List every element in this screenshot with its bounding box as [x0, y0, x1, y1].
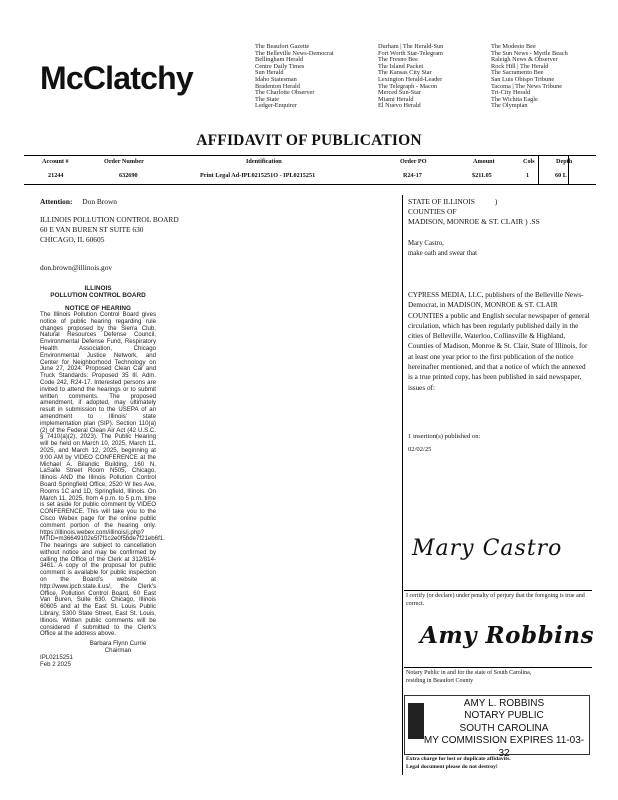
stamp-line: MY COMMISSION EXPIRES 11-03-32 [423, 735, 585, 759]
header-amount: Amount [473, 158, 495, 165]
paper-name: The Sacramento Bee [491, 69, 544, 77]
column-separator [402, 195, 403, 775]
notice-org-line2: POLLUTION CONTROL BOARD [50, 292, 146, 299]
cell-account: 21244 [48, 172, 64, 179]
header-order-number: Order Number [104, 158, 144, 165]
insertions-block [408, 432, 480, 454]
paper-name: The Island Packet [378, 62, 424, 70]
paper-name: Tri-City Herald [491, 89, 531, 97]
stamp-line: NOTARY PUBLIC [464, 710, 544, 722]
notice-date: Feb 2 2025 [40, 660, 71, 668]
paper-name: Fort Worth Star-Telegram [378, 49, 443, 57]
notary-line: Notary Public in and for the state of South Carolina, [406, 670, 532, 676]
paper-name: Ledger-Enquirer [255, 102, 297, 110]
counties-names: MADISON, MONROE & ST. CLAIR ) .SS [408, 217, 540, 227]
affiant-block [408, 239, 477, 259]
paper-name: El Nuevo Herald [378, 102, 421, 110]
paper-name: The Telegraph - Macon [378, 82, 438, 90]
attention-line [40, 197, 117, 207]
paper-name: Sun Herald [255, 69, 284, 77]
paper-name: The Charlotte Observer [255, 89, 315, 97]
paper-name: The Olympian [491, 102, 528, 110]
legal-notice [40, 285, 165, 668]
stamp-line: AMY L. ROBBINS [463, 698, 545, 709]
order-table [24, 155, 596, 185]
publication-statement: CYPRESS MEDIA, LLC, publishers of the Belleville News-Democrat, in MADISON, MONROE & ST. CLAIR COUNTIES a public and English secular newspaper of general circulation, which has been regularly published daily in the cities of Belleville, Waterloo, Collinsville & Highland, Counties of Madison, Monroe & St. Clair, State of Illinois, for at least one year prior to the first publication of the notice hereinafter mentioned, and that a notice of which the annexed is a true printed copy, has been published in said newspaper, issues of: [408, 291, 590, 392]
paper-name: Bellingham Herald [255, 56, 304, 64]
notice-body: The Illinois Pollution Control Board gives notice of public hearing regarding rule changes proposed by the Sierra Club, Natural Resources Defense Council, Environmental Defense Fund, Respiratory Health Association, Chicago Environmental Justice Network, and Center for Neighborhood Technology on June 27, 2024: Proposed Clean Car and Truck Standards: Proposed 35 Ill. Adm. Code 242, R24-17. Interested persons are invited to attend the hearings or to submit written comments. The proposed amendment, if adopted, may ultimately result in submission to the USEPA of an amendment to Illinois' state implementation plan (SIP). Section 110(a)(2) of the Federal Clean Air Act (42 U.S.C. § 7410(a)(2), 2023). The Public Hearing will be held on March 10, 2025, March 11, 2025, and March 12, 2025, beginning at 9:00 AM by VIDEO CONFERENCE at the Michael A. Bilandic Building, 160 N. LaSalle Street Room N505, Chicago, Illinois AND the Illinois Pollution Control Board Springfield Office, 2520 W Iles Ave, Rooms 1C and 1D, Springfield, Illinois. On March 11, 2025, from 4 p.m. to 5 p.m. time is set aside for public comment by VIDEO CONFERENCE. This will take you to the Cisco Webex page for the online public comment portion of the hearing only. https://illinois.webex.com/illinois/j.php?MTID=m36649102e5f7f1c2e0f5bde7f21eb6f1. The hearings are subject to cancellation without notice and may be confirmed by calling the Office of the Clerk at 312/814-3461. A copy of the proposal for public comment is available for public inspection on the Board's website at http://www.ipcb.state.il.us/, the Clerk's Office, Pollution Control Board, 60 East Van Buren, Suite 630, Chicago, Illinois 60605 and at the East St. Louis Public Library, 5300 State Street, East St. Louis, Illinois. Written public comments will be considered if submitted to the Clerk's Office at the address above. [40, 311, 165, 638]
stamp-text [421, 698, 587, 760]
affiant-name: Mary Castro, [408, 240, 444, 247]
state-block [408, 197, 540, 228]
notice-org-line1: ILLINOIS [84, 285, 112, 292]
insertions-date: 02/02/25 [408, 446, 432, 453]
certify-text: I certify (or declare) under penalty of perjury that the foregoing is true and correct. [406, 593, 585, 607]
stamp-line: SOUTH CAROLINA [459, 722, 549, 734]
notice-heading: NOTICE OF HEARING [64, 305, 132, 312]
cell-order-po: R24-17 [403, 172, 422, 179]
header-depth: Depth [556, 158, 573, 165]
table-divider [538, 156, 539, 184]
notice-signer: Barbara Flynn Currie [89, 640, 147, 648]
paper-name: The State [255, 95, 279, 103]
paper-name: Merced Sun-Star [378, 89, 421, 97]
cell-identification: Print Legal Ad-IPL0215251O - IPL0215251 [200, 172, 316, 179]
counties-line: COUNTIES OF [408, 207, 457, 217]
insertions-label: 1 insertion(s) published on: [408, 433, 481, 440]
cell-order-number: 632690 [119, 172, 138, 179]
attention-name: Don Brown [82, 197, 117, 206]
paper-name: The Sun News - Myrtle Beach [491, 49, 568, 57]
oath-text: make oath and swear that [408, 250, 478, 257]
paper-name: Durham | The Herald-Sun [378, 43, 444, 50]
header-cols: Cols [523, 158, 535, 165]
notary-signature: Amy Robbins [420, 622, 595, 649]
header-account: Account # [42, 158, 69, 165]
email-address: don.brown@illinois.gov [40, 263, 113, 272]
affiant-signature: Mary Castro [412, 536, 563, 561]
paper-name: The Modesto Bee [491, 43, 536, 50]
notice-signer-title: Chairman [104, 647, 132, 655]
paper-name: Lexington Herald-Leader [378, 75, 443, 83]
footer-line: Extra charge for lost or duplicate affidavits. [406, 756, 511, 762]
notary-line: residing in Beaufort County [406, 678, 474, 684]
state-line: STATE OF ILLINOIS ) [408, 197, 498, 206]
papers-column-1 [255, 44, 334, 110]
paper-name: Bradenton Herald [255, 82, 300, 90]
paper-name: Tacoma | The News Tribune [491, 82, 563, 90]
paper-name: Rock Hill | The Herald [491, 62, 549, 70]
footer-line: Legal document please do not destroy! [406, 763, 498, 770]
notice-ref: IPL0215251 [40, 653, 73, 661]
mcclatchy-logo: McClatchy [40, 60, 193, 96]
address-line: CHICAGO, IL 60605 [40, 235, 105, 244]
notary-text [406, 669, 531, 685]
page-title: AFFIDAVIT OF PUBLICATION [196, 132, 422, 149]
paper-name: Centre Daily Times [255, 62, 305, 70]
footer-note [406, 756, 511, 771]
cell-cols: 1 [526, 172, 530, 179]
address-line: 60 E VAN BUREN ST SUITE 630 [40, 225, 144, 234]
notary-signature-line [404, 667, 592, 668]
papers-column-3 [491, 44, 568, 110]
paper-name: The Belleville News-Democrat [255, 49, 334, 57]
signature-line [404, 590, 592, 591]
cell-amount: $211.05 [472, 172, 492, 179]
address-line: ILLINOIS POLLUTION CONTROL BOARD [40, 215, 179, 224]
paper-name: Miami Herald [378, 95, 414, 103]
header-identification: Identification [246, 158, 282, 165]
attention-label: Attention: [40, 197, 73, 206]
paper-name: San Luis Obispo Tribune [491, 75, 555, 83]
header-order-po: Order PO [400, 158, 427, 165]
mailing-address [40, 215, 179, 245]
papers-column-2 [378, 44, 443, 110]
paper-name: The Fresno Bee [378, 56, 418, 64]
paper-name: The Beaufort Gazette [255, 43, 310, 50]
paper-name: Idaho Statesman [255, 75, 297, 83]
paper-name: The Wichita Eagle [491, 95, 538, 103]
paper-name: The Kansas City Star [378, 69, 432, 77]
paper-name: Raleigh News & Observer [491, 56, 558, 64]
cell-depth: 60 L [555, 172, 567, 179]
